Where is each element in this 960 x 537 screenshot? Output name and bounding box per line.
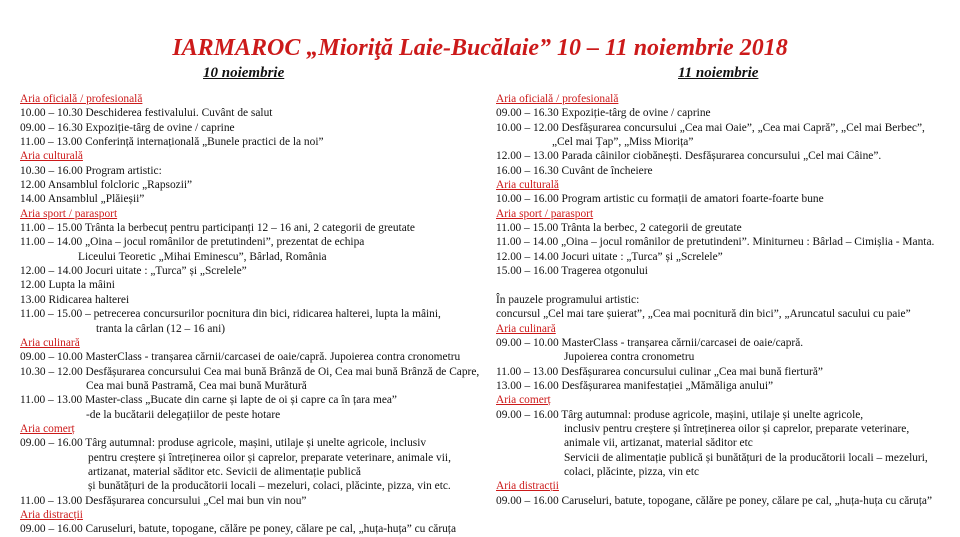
schedule-line: 13.00 Ridicarea halterei [20,293,130,306]
schedule-line: 11.00 – 13.00 Master-class „Bucate din carne și lapte de oi și capre ca în țara mea” [20,394,397,407]
schedule-line: 16.00 – 16.30 Cuvânt de încheiere [496,164,653,177]
schedule-column-right [496,92,956,508]
schedule-line: 14.00 Ansamblul „Plăieșii” [20,193,145,206]
schedule-line: colaci, plăcinte, pizza, vin etc [564,465,700,478]
schedule-line: „Cel mai Țap”, „Miss Miorița” [552,136,694,149]
schedule-line: 09.00 – 16.00 Târg autumnal: produse agricole, mașini, utilaje și unelte agricole, [496,408,864,421]
schedule-line: tranta la cârlan (12 – 16 ani) [96,322,226,335]
schedule-line: 09.00 – 10.00 MasterClass - tranșarea cărnii/carcasei de oaie/capră. [496,336,804,349]
schedule-line: 12.00 – 14.00 Jocuri uitate : „Turca” și „Screlele” [20,265,247,278]
schedule-line: 12.00 Ansamblul folcloric „Rapsozii” [20,179,193,192]
section-heading: Aria oficială / profesională [20,93,143,105]
section-heading: Aria distracții [20,508,83,521]
section-heading: Aria sport / parasport [20,207,118,220]
page-title: IARMAROC „Mioriţă Laie-Bucălaie” 10 – 11 noiembrie 2018 [172,35,788,61]
spacer [496,278,956,292]
schedule-line: și bunătățuri de la producătorii locali – mezeluri, colaci, plăcinte, pizza, vin etc. [88,480,451,493]
section-heading: Aria comerț [496,394,551,407]
schedule-line: 11.00 – 15.00 Trânta la berbec, 2 categorii de greutate [496,222,742,235]
schedule-line: Liceului Teoretic „Mihai Eminescu”, Bârlad, România [78,250,327,263]
schedule-line: 09.00 – 16.30 Expoziție-târg de ovine / caprine [496,107,711,120]
schedule-line: 11.00 – 14.00 „Oina – jocul românilor de pretutindeni”, prezentat de echipa [20,236,365,249]
section-heading: Aria culturală [496,179,559,192]
schedule-line: În pauzele programului artistic: [496,293,640,306]
section-heading: Aria sport / parasport [496,207,594,220]
schedule-line: 11.00 – 13.00 Conferință internațională „Bunele practici de la noi” [20,136,324,149]
schedule-line: Servicii de alimentație publică și bunătățuri de la producătorii locali – mezeluri, [564,451,928,464]
schedule-line: 09.00 – 16.00 Caruseluri, batute, topogane, călăre pe poney, călare pe cal, „huța-huța” cu căruța [20,523,457,536]
section-heading: Aria culinară [496,322,556,335]
day-heading-right: 11 noiembrie [678,65,759,81]
schedule-line: 10.00 – 10.30 Deschiderea festivalului. Cuvânt de salut [20,107,273,120]
schedule-line: Cea mai bună Pastramă, Cea mai bună Murătură [86,379,307,392]
schedule-line: 09.00 – 10.00 MasterClass - tranșarea cărnii/carcasei de oaie/capră. Jupoierea contra cronometru [20,351,461,364]
schedule-line: 15.00 – 16.00 Tragerea otgonului [496,265,648,278]
schedule-line: 12.00 – 13.00 Parada câinilor ciobănești. Desfășurarea concursului „Cel mai Câine”. [496,150,882,163]
schedule-line: 09.00 – 16.00 Caruseluri, batute, topogane, călăre pe poney, călare pe cal, „huța-huța cu căruța” [496,494,933,507]
schedule-column-left [20,92,490,537]
section-heading: Aria distracții [496,480,559,493]
schedule-line: 11.00 – 13.00 Desfășurarea concursului „Cel mai bun vin nou” [20,494,307,507]
schedule-line: 12.00 – 14.00 Jocuri uitate : „Turca” și „Screlele” [496,250,723,263]
schedule-line: pentru creștere și întreținerea oilor și caprelor, preparate veterinare, animale vii, [88,451,451,464]
schedule-line: -de la bucătarii delegațiilor de peste hotare [86,408,281,421]
schedule-line: 09.00 – 16.00 Târg autumnal: produse agricole, mașini, utilaje și unelte agricole, inclusiv [20,437,427,450]
schedule-line: 12.00 Lupta la mâini [20,279,115,292]
schedule-line: 11.00 – 15.00 – petrecerea concursurilor pocnitura din bici, ridicarea halterei, lupta la mâini, [20,308,441,321]
schedule-line: 10.30 – 12.00 Desfășurarea concursului Cea mai bună Brânză de Oi, Cea mai bună Brânză de Capre, [20,365,480,378]
schedule-line: artizanat, material săditor etc. Sevicii de alimentație publică [88,465,361,478]
section-heading: Aria culinară [20,336,80,349]
section-heading: Aria oficială / profesională [496,93,619,105]
schedule-line: 11.00 – 13.00 Desfășurarea concursului culinar „Cea mai bună fiertură” [496,365,823,378]
schedule-line: 11.00 – 15.00 Trânta la berbecuț pentru participanți 12 – 16 ani, 2 categorii de greutate [20,222,415,235]
schedule-line: 10.30 – 16.00 Program artistic: [20,164,162,177]
schedule-line: 11.00 – 14.00 „Oina – jocul românilor de pretutindeni”. Miniturneu : Bârlad – Cimișlia - Manta. [496,236,935,249]
schedule-line: concursul „Cel mai tare șuierat”, „Cea mai pocnitură din bici”, „Aruncatul sacului cu paie” [496,308,911,321]
schedule-line: animale vii, artizanat, material săditor etc [564,437,753,450]
section-heading: Aria culturală [20,150,83,163]
schedule-line: 09.00 – 16.30 Expoziție-târg de ovine / caprine [20,121,235,134]
schedule-line: inclusiv pentru creștere și întreținerea oilor și caprelor, preparate veterinare, [564,422,910,435]
section-heading: Aria comerț [20,422,75,435]
schedule-line: 10.00 – 12.00 Desfășurarea concursului „Cea mai Oaie”, „Cea mai Capră”, „Cel mai Berbec”, [496,121,925,134]
schedule-line: 10.00 – 16.00 Program artistic cu formații de amatori foarte-foarte bune [496,193,824,206]
schedule-line: 13.00 – 16.00 Desfășurarea manifestației „Mămăliga anului” [496,379,774,392]
day-heading-left: 10 noiembrie [203,65,285,81]
schedule-line: Jupoierea contra cronometru [564,351,695,364]
